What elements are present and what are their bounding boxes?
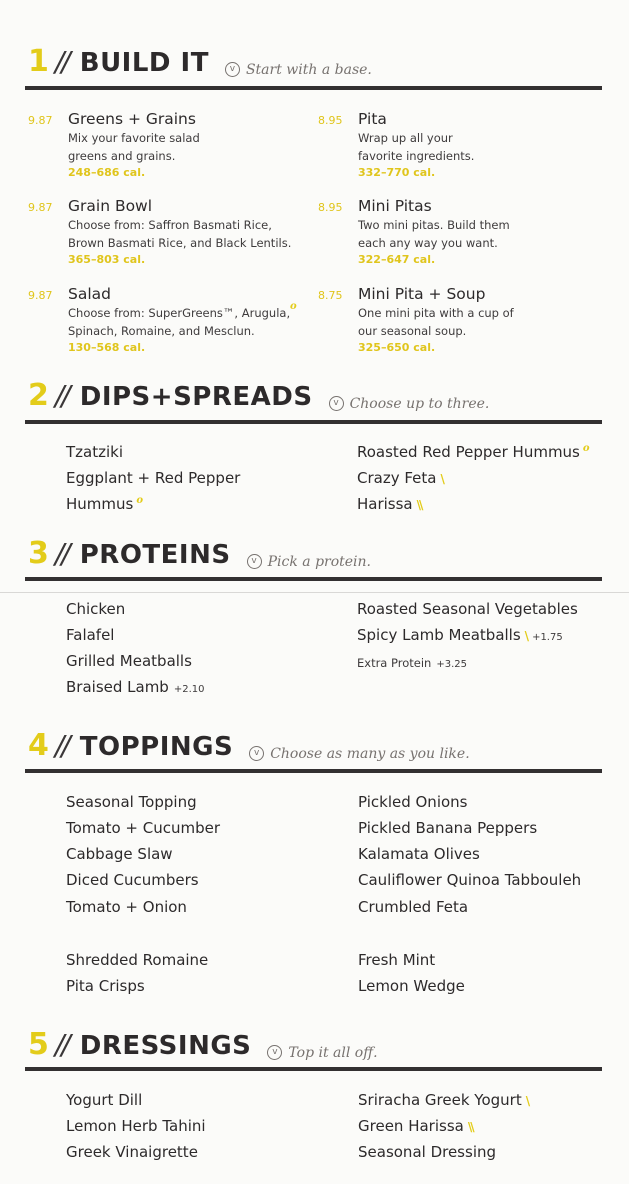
list-item[interactable] [357,656,467,670]
vegan-leaf-icon: o [290,301,297,312]
base-name: Pita [358,110,387,128]
spicy-pepper-icon: \ [440,472,443,486]
base-calories: 248–686 cal. [68,166,146,179]
list-item[interactable] [357,495,421,513]
section-slash: // [54,379,68,412]
list-item[interactable]: Tzatziki [66,443,124,461]
base-description: Wrap up all your favorite ingredients. [358,131,475,163]
list-item[interactable]: Grilled Meatballs [66,652,192,670]
section-title: TOPPINGS [79,732,234,762]
section-subtitle-text: Top it all off. [288,1044,378,1061]
list-item[interactable]: Seasonal Topping [66,793,197,811]
list-item[interactable]: Cauliflower Quinoa Tabbouleh [358,871,582,889]
base-name: Mini Pita + Soup [358,285,486,303]
list-item[interactable]: Eggplant + Red Pepper [66,469,241,487]
section-title: BUILD IT [79,48,209,78]
list-item[interactable]: Diced Cucumbers [66,871,199,889]
section-title: PROTEINS [79,540,231,570]
v-circle-icon: v [267,1045,282,1060]
list-item[interactable]: Fresh Mint [358,951,436,969]
list-item[interactable]: Falafel [66,626,115,644]
item-label: Green Harissa [358,1117,464,1135]
v-circle-icon: v [247,554,262,569]
item-label: Roasted Red Pepper Hummus [357,443,580,461]
item-label: Braised Lamb [66,678,169,696]
section-slash: // [54,729,68,762]
section-number: 3 [28,536,49,571]
section-header-toppings [28,728,470,763]
extra-price: +1.75 [532,632,563,643]
section-divider [25,1067,602,1071]
section-subtitle [225,62,372,78]
section-slash: // [54,1028,68,1061]
item-label: Sriracha Greek Yogurt [358,1091,522,1109]
section-divider [25,420,602,424]
base-greens-grains[interactable] [28,110,298,190]
base-pita[interactable] [318,110,588,190]
list-item[interactable]: Tomato + Cucumber [66,819,221,837]
list-item[interactable] [357,469,443,487]
list-item[interactable]: Lemon Herb Tahini [66,1117,206,1135]
list-item[interactable] [357,443,590,461]
section-header-dips-spreads [28,378,489,413]
section-header-build-it [28,44,372,79]
base-description: Mix your favorite salad greens and grains. [68,131,200,163]
section-subtitle [249,746,469,762]
item-label: Crazy Feta [357,469,437,487]
base-description: One mini pita with a cup of our seasonal soup. [358,306,514,338]
list-item[interactable] [66,678,205,696]
list-item[interactable]: Lemon Wedge [358,977,465,995]
base-name: Greens + Grains [68,110,196,128]
spicy-pepper-icon: \ [525,1094,529,1108]
extra-price: +3.25 [436,659,467,670]
item-label: Extra Protein [357,656,432,670]
section-number: 4 [28,728,49,763]
list-item[interactable] [66,495,143,513]
base-calories: 130–568 cal. [68,341,146,354]
base-description: Choose from: Saffron Basmati Rice, Brown Basmati Rice, and Black Lentils. [68,218,292,250]
list-item[interactable]: Cabbage Slaw [66,845,173,863]
section-number: 2 [28,378,49,413]
base-price: 9.87 [28,289,53,302]
base-calories: 332–770 cal. [358,166,436,179]
base-calories: 365–803 cal. [68,253,146,266]
base-price: 8.75 [318,289,343,302]
base-price: 8.95 [318,114,343,127]
list-item[interactable]: Roasted Seasonal Vegetables [357,600,578,618]
base-price: 8.95 [318,201,343,214]
base-name: Mini Pitas [358,197,432,215]
list-item[interactable] [358,1091,528,1109]
base-description: Two mini pitas. Build them each any way you want. [358,218,510,250]
base-calories: 325–650 cal. [358,341,436,354]
section-title: DRESSINGS [79,1031,252,1061]
item-label: Hummus [66,495,134,513]
section-subtitle-text: Choose as many as you like. [270,745,470,762]
base-name: Grain Bowl [68,197,153,215]
vegan-leaf-icon: o [582,443,590,454]
base-description: Choose from: SuperGreens™, Arugula, Spinach, Romaine, and Mesclun. [68,306,291,338]
section-subtitle-text: Choose up to three. [349,395,490,412]
section-title: DIPS+SPREADS [79,382,313,412]
base-grain-bowl[interactable] [28,197,298,277]
base-mini-pita-soup[interactable] [318,285,588,365]
list-item[interactable]: Seasonal Dressing [358,1143,497,1161]
base-calories: 322–647 cal. [358,253,436,266]
extra-spicy-pepper-icon: \\ [467,1120,473,1134]
v-circle-icon: v [225,62,240,77]
list-item[interactable]: Chicken [66,600,126,618]
base-salad[interactable] [28,285,298,365]
section-number: 1 [28,44,49,79]
item-label: Spicy Lamb Meatballs [357,626,521,644]
section-header-dressings [28,1027,378,1062]
list-item[interactable] [357,626,563,644]
base-name: Salad [68,285,111,303]
section-subtitle [247,554,371,570]
list-item[interactable]: Pita Crisps [66,977,145,995]
list-item[interactable]: Pickled Banana Peppers [358,819,538,837]
section-slash: // [54,45,68,78]
section-subtitle-text: Start with a base. [245,61,372,78]
base-price: 9.87 [28,201,53,214]
extra-spicy-pepper-icon: \\ [416,498,422,512]
section-subtitle [267,1045,377,1061]
extra-price: +2.10 [173,684,205,695]
base-price: 9.87 [28,114,53,127]
list-item[interactable]: Tomato + Onion [66,898,187,916]
list-item[interactable]: Greek Vinaigrette [66,1143,198,1161]
list-item[interactable]: Shredded Romaine [66,951,209,969]
fold-line [0,592,629,593]
vegan-leaf-icon: o [136,495,144,506]
spicy-pepper-icon: \ [524,629,528,643]
section-slash: // [54,537,68,570]
item-label: Harissa [357,495,413,513]
list-item[interactable]: Pickled Onions [358,793,468,811]
section-divider [25,86,602,90]
v-circle-icon: v [249,746,264,761]
v-circle-icon: v [329,396,344,411]
list-item[interactable]: Kalamata Olives [358,845,480,863]
section-number: 5 [28,1027,49,1062]
base-mini-pitas[interactable] [318,197,588,277]
section-divider [25,769,602,773]
section-subtitle-text: Pick a protein. [267,553,372,570]
section-header-proteins [28,536,371,571]
list-item[interactable] [358,1117,473,1135]
section-divider [25,577,602,581]
list-item[interactable]: Yogurt Dill [66,1091,143,1109]
section-subtitle [329,396,490,412]
list-item[interactable]: Crumbled Feta [358,898,469,916]
